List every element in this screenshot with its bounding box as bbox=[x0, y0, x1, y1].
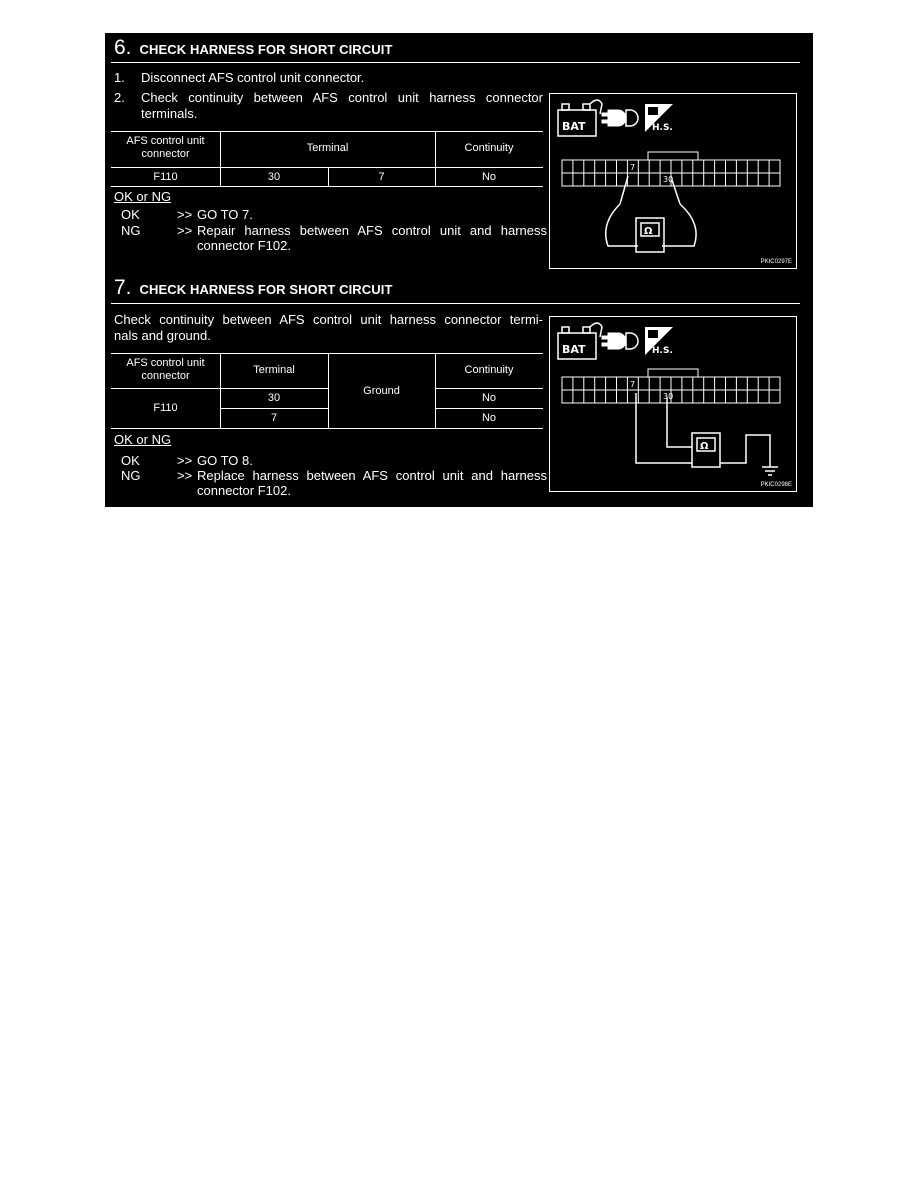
step6-row-connector: F110 bbox=[153, 171, 178, 183]
step6-instruction2-line2: terminals. bbox=[141, 106, 198, 121]
step6-title: CHECK HARNESS FOR SHORT CIRCUIT bbox=[139, 42, 393, 57]
step7-hs-label: H.S. bbox=[652, 346, 673, 356]
step7-row2-continuity: No bbox=[481, 412, 497, 424]
step7-pin-a-label: 7 bbox=[630, 380, 636, 389]
step7-ground-cell: Ground bbox=[363, 385, 400, 397]
connector-disconnect-icon bbox=[602, 110, 638, 126]
step7-head-connector: AFS control unit connector bbox=[126, 357, 205, 382]
ground-icon bbox=[762, 457, 778, 475]
step7-row-connector: F110 bbox=[153, 402, 178, 414]
step7-figure bbox=[549, 316, 797, 492]
step7-head-terminal: Terminal bbox=[253, 364, 295, 376]
step6-result-ok: OK >> GO TO 7. bbox=[121, 207, 253, 222]
step7-wiring-diagram bbox=[550, 317, 796, 491]
step7-battery-label: BAT bbox=[562, 343, 586, 356]
step7-result-ng: NG >> Replace harness between AFS control unit and harness connector F102. bbox=[121, 468, 547, 498]
step6-pin-b-label: 30 bbox=[663, 175, 674, 184]
step6-battery-label: BAT bbox=[562, 120, 586, 133]
step7-number: 7. bbox=[114, 276, 132, 299]
step7-meter-symbol: Ω bbox=[700, 441, 709, 452]
step7-row1-continuity: No bbox=[481, 392, 497, 404]
step6-instruction2-line1: Check continuity between AFS control unit harness connector bbox=[141, 90, 543, 105]
step7-figure-code: PKIC0298E bbox=[760, 482, 792, 488]
step7-row2-terminal: 7 bbox=[270, 412, 278, 424]
step6-wiring-diagram bbox=[550, 94, 796, 268]
step6-header bbox=[114, 36, 393, 60]
step6-instruction2-num: 2. bbox=[114, 90, 125, 105]
step6-row-terminal-a: 30 bbox=[267, 171, 281, 183]
step6-head-continuity: Continuity bbox=[464, 142, 514, 154]
step6-ok-ng-label: OK or NG bbox=[114, 189, 172, 204]
step7-instruction-line2: nals and ground. bbox=[114, 328, 211, 343]
connector-disconnect-icon bbox=[602, 333, 638, 349]
step6-figure-code: PKIC0297E bbox=[760, 259, 792, 265]
step6-result-ng: NG >> Repair harness between AFS control unit and harness connector F102. bbox=[121, 223, 547, 253]
step6-instruction1-num: 1. bbox=[114, 70, 125, 85]
step7-title: CHECK HARNESS FOR SHORT CIRCUIT bbox=[139, 282, 393, 297]
step6-head-terminal: Terminal bbox=[306, 142, 349, 154]
step6-figure bbox=[549, 93, 797, 269]
step6-meter-symbol: Ω bbox=[644, 226, 653, 237]
step7-ok-ng-label: OK or NG bbox=[114, 432, 172, 447]
step7-instruction-line1: Check continuity between AFS control unit harness connector termi- bbox=[114, 312, 543, 327]
step6-row-terminal-b: 7 bbox=[378, 171, 385, 183]
step6-number: 6. bbox=[114, 36, 132, 59]
step7-title-rule bbox=[111, 303, 800, 304]
step7-continuity-table bbox=[111, 353, 543, 429]
step7-pin-b-label: 30 bbox=[663, 392, 674, 401]
step7-row1-terminal: 30 bbox=[267, 392, 281, 404]
step6-title-rule bbox=[111, 62, 800, 63]
step6-hs-label: H.S. bbox=[652, 123, 673, 133]
step7-result-ok: OK >> GO TO 8. bbox=[121, 453, 253, 468]
service-manual-page bbox=[105, 33, 813, 507]
step6-continuity-table bbox=[111, 131, 543, 187]
step6-head-connector: AFS control unit connector bbox=[126, 135, 205, 160]
step6-pin-a-label: 7 bbox=[630, 163, 636, 172]
step7-header bbox=[114, 276, 393, 300]
step7-head-continuity: Continuity bbox=[464, 364, 514, 376]
step6-instruction1: Disconnect AFS control unit connector. bbox=[141, 70, 365, 85]
step6-row-continuity: No bbox=[481, 171, 497, 183]
